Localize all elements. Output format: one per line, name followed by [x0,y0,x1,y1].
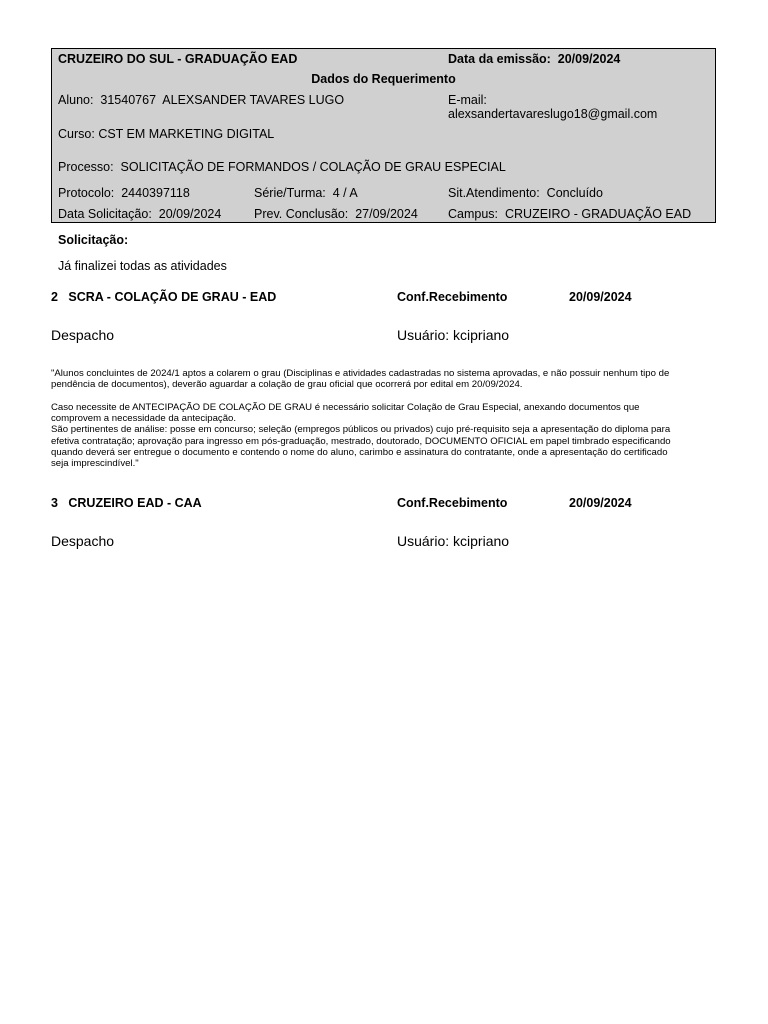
user-label: Usuário: [397,327,450,343]
request-text: Já finalizei todas as atividades [58,259,227,273]
student-info [58,93,344,107]
serie-value: 4 / A [332,186,358,200]
forecast-label: Prev. Conclusão: [254,207,349,221]
protocol-value: 2440397118 [121,186,190,200]
user-label: Usuário: [397,533,450,549]
course-value: CST EM MARKETING DIGITAL [98,127,275,141]
student-id: 31540767 [100,93,157,107]
protocol-info [58,186,190,200]
despacho-paragraph: Caso necessite de ANTECIPAÇÃO DE COLAÇÃO DE GRAU é necessário solicitar Colação de Grau Especial, anexando documentos que comprovem a necessidade da antecipação. [51,401,640,425]
protocol-label: Protocolo: [58,186,115,200]
campus-value: CRUZEIRO - GRADUAÇÃO EAD [504,207,692,221]
course-info [58,127,274,141]
step-name: SCRA - COLAÇÃO DE GRAU - EAD [68,290,277,304]
forecast-value: 27/09/2024 [355,207,418,221]
despacho-note [51,368,671,470]
process-value: SOLICITAÇÃO DE FORMANDOS / COLAÇÃO DE GRAU ESPECIAL [120,160,506,174]
step-title [51,290,276,304]
campus-info [448,207,691,221]
student-name: ALEXSANDER TAVARES LUGO [162,93,345,107]
status-info [448,186,603,200]
step-title [51,496,202,510]
despacho-label: Despacho [51,327,115,343]
step-user [397,327,509,343]
despacho-paragraph: "Alunos concluintes de 2024/1 aptos a colarem o grau (Disciplinas e atividades cadastradas no sistema aprovadas, e não possuir nenhum tipo de pendência de documentos), deverão aguardar a colação de grau oficial que ocorrerá por edital em 20/09/2024. [51,368,670,391]
emission-label: Data da emissão: [448,52,551,66]
serie-label: Série/Turma: [254,186,326,200]
conf-label: Conf.Recebimento [397,290,508,304]
institution-name: CRUZEIRO DO SUL - GRADUAÇÃO EAD [58,52,298,66]
despacho-label: Despacho [51,533,115,549]
user-value: kcipriano [453,533,510,549]
request-date-info [58,207,221,221]
student-label: Aluno: [58,93,94,107]
status-label: Sit.Atendimento: [448,186,540,200]
conf-date: 20/09/2024 [569,496,632,510]
request-label: Solicitação: [58,233,129,247]
campus-label: Campus: [448,207,499,221]
user-value: kcipriano [453,327,510,343]
step-number: 3 [51,496,58,510]
step-user [397,533,509,549]
serie-info [254,186,358,200]
forecast-info [254,207,418,221]
conf-date: 20/09/2024 [569,290,632,304]
request-date-label: Data Solicitação: [58,207,152,221]
process-label: Processo: [58,160,114,174]
emission-value: 20/09/2024 [557,52,621,66]
status-value: Concluído [546,186,603,200]
process-info [58,160,506,174]
email-label: E-mail: [448,93,487,107]
course-label: Curso: [58,127,95,141]
step-name: CRUZEIRO EAD - CAA [68,496,202,510]
step-number: 2 [51,290,58,304]
conf-label: Conf.Recebimento [397,496,508,510]
emission-date [448,52,620,66]
section-title: Dados do Requerimento [311,72,456,86]
despacho-paragraph: São pertinentes de análise: posse em concurso; seleção (empregos públicos ou privados) cujo pré-requisito seja a apresentação do diploma para efetiva contratação; aprovação para ingresso em pós-graduação, mestrado, doutorado, DOCUMENTO OFICIAL em papel timbrado especificando quando deverá ser entregue o documento e contendo o nome do aluno, carimbo e assinatura do contratante, onde a apresentação do certificado seja imprescindível." [51,424,671,470]
email-value: alexsandertavareslugo18@gmail.com [448,107,658,121]
request-date-value: 20/09/2024 [158,207,222,221]
